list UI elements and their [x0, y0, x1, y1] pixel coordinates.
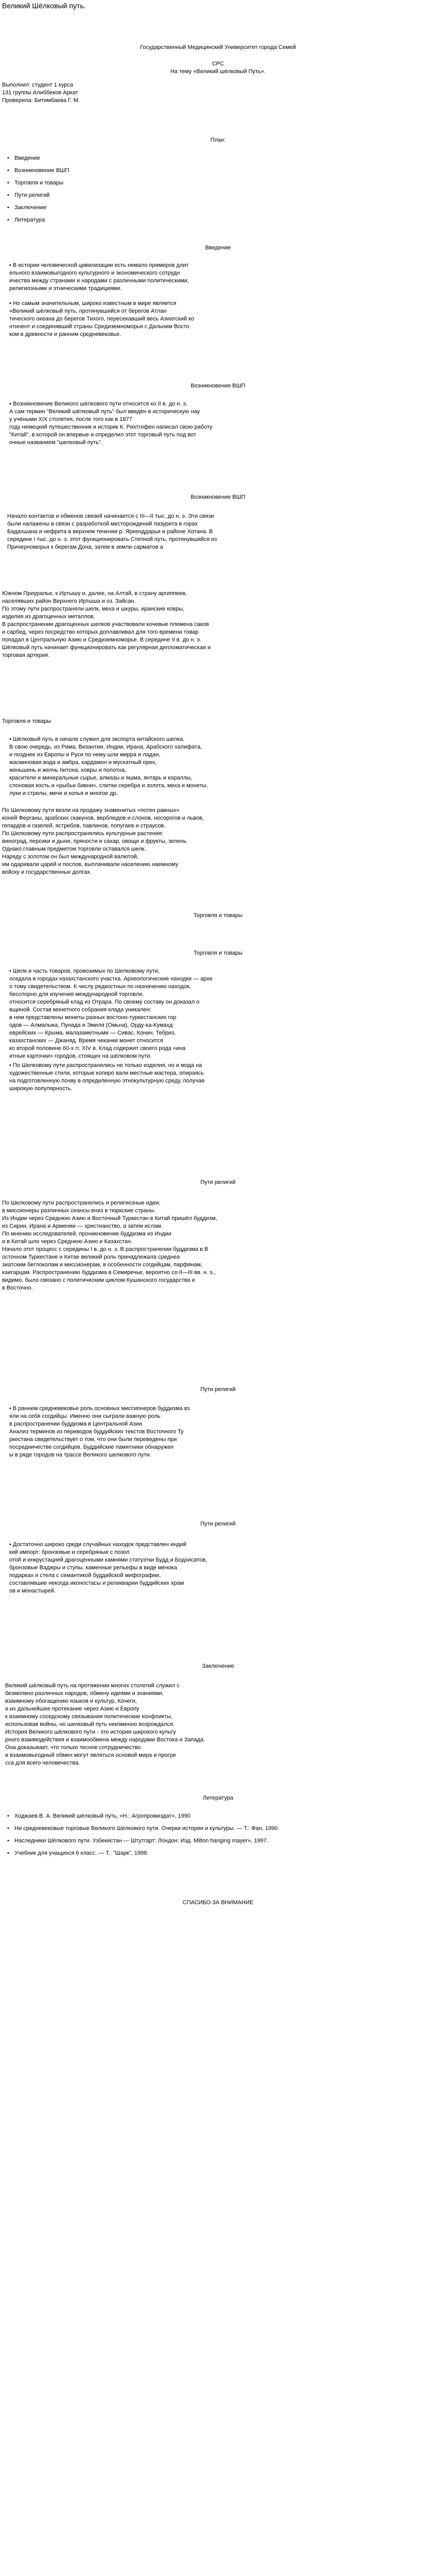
bullet-line: Анализ терминов из переводов буддийских текстов Восточного Ту [9, 1429, 184, 1435]
religion-title: Пути религий [200, 1521, 236, 1527]
literature-item: • Ходжаев В. А. Великий шёлковый путь, «Н.: Агропромиздат», 1990 [10, 1812, 436, 1820]
paragraph-line: каигарцам. Распространению буддизма в Семиречье, вероятно со II—III вв. н. э., [2, 1269, 216, 1276]
title-slide [0, 44, 436, 52]
paragraph-line: По мнению исследователей, проникновение буддизма из Индии [2, 1231, 171, 1237]
plan-slide [0, 137, 436, 144]
paragraph-line: По Шелковому пути везли на продажу знаменитых «потен равных» [2, 807, 180, 814]
paragraph-line: торговая артерия. [2, 652, 50, 658]
trade-title: Торговля и товары [193, 950, 243, 956]
origin-paragraph [7, 513, 436, 551]
bullet-line: религиозными и этническими традициями. [9, 285, 122, 292]
paragraph-line: и сарбед, через посредство которых доплавливал для того времени товар [2, 629, 199, 635]
paragraph-line: По Шелковому пути распространялись культурные растения: [2, 831, 164, 837]
trade-bullet [9, 736, 436, 798]
paragraph-line: Бадахшана и нефрита в верхнем течении р. Яркенддарьи и районе Хотана. В [7, 529, 213, 535]
bullet-line: ркестана свидетельствует о том, что они были переведены при [9, 1436, 177, 1443]
bullet-line: нтинент и соединявший страны Средиземноморья с Дальним Восто [9, 324, 189, 330]
paragraph-line: войску и государственных долгах. [2, 869, 92, 875]
paragraph-line: в Восточно. [2, 1285, 33, 1291]
conclusion-slide [0, 1663, 436, 1670]
religion-title: Пути религий [200, 1179, 236, 1185]
bullet-line: казахстанских — Джаняд. Время чеканки монет относится [9, 1038, 163, 1044]
bullet-line: отой и инкрустацией драгоценными камнями статуэтки Будд и Бодхисатов, [9, 1557, 207, 1563]
trade-title: Торговля и товары [2, 718, 51, 724]
literature-item: • Учебник для учащихся 6 класс. — Т.: "Шарк", 1998. [10, 1850, 436, 1857]
paragraph-line: сса для всего человечества. [5, 1760, 80, 1766]
bullet-line: на подготовленную почву в определенную этнокультурную среду, получая [9, 1078, 205, 1084]
bullet-line: • Шёлковый путь в начале служил для экспорта китайского шелка. [9, 736, 185, 742]
origin-slide-2 [0, 494, 436, 501]
bullet-line: одов — Алмалыка, Пунада и Эмиля (Омьна), Орду-ка-Кумахд [9, 1022, 173, 1028]
paragraph-line: из Сирии, Ирана и Армении — христианство, а затем ислам. [2, 1223, 163, 1229]
plan-list [0, 155, 436, 229]
paragraph-line: Великий шёлковый путь на протяжении многих столетий служил с [5, 1683, 180, 1689]
bullet-line: в распространении буддизма в Центральной Азии. [9, 1421, 144, 1427]
bullet-line: и позднее из Европы и Руси по нему шли мирра и ладан, [9, 752, 161, 758]
paragraph-line: рного взаимодействия и взаимообмена между народами Востока и Запада. [5, 1737, 205, 1743]
religion-title: Пути религий [200, 1386, 236, 1393]
paragraph-line: Однако главным предметом торговли оставался шелк. [2, 846, 146, 852]
origin-bullet [9, 400, 436, 447]
paragraph-line: Она доказывает, что только тесное сотрудничество [5, 1744, 141, 1751]
bullet-line: • Достаточно широко среди случайных находок представлен индий [9, 1541, 186, 1548]
paragraph-line: Начало контактов и обменов связей начинается с III—II тыс. до н. э. Эти связи [7, 513, 214, 519]
intro-bullet-2 [9, 300, 436, 338]
paragraph-line: середине I тыс. до н. э. этот функционировать Степной путь, протянувшийся из [7, 536, 217, 543]
plan-item: • Введение [10, 155, 436, 162]
paragraph-line: Наряду с золотом он был международной валютой, [2, 854, 138, 860]
bullet-line: ичества между странами и народами с различными политическими, [9, 278, 189, 284]
paragraph-line: Шёлковый путь начинает функционировать как регулярная дипломатическая и [2, 645, 211, 651]
origin-title: Возникновение ВШП [190, 383, 246, 389]
bullet-line: подарках и стела с семантикой буддийской мифографии, [9, 1572, 161, 1579]
plan-item: • Торговля и товары [10, 179, 436, 187]
religion-bullet [9, 1405, 436, 1459]
paragraph-line: гепардов и газелей, ястребов, павлинов, попугаев и страусов. [2, 823, 166, 829]
plan-item: • Возникновение ВШП [10, 167, 436, 175]
religion-slide-3 [0, 1520, 436, 1528]
author-line: 131 группы Алиббеков Аркат [2, 90, 78, 96]
trade-bullet-a [9, 968, 436, 1060]
plan-title: План: [210, 137, 226, 143]
bullet-line: ельного взаимовыгодного культурного и экономического сотрудн [9, 270, 180, 276]
bullet-line: еврейских — Крыма, малазаметными — Сивас, Конин, Тебриз, [9, 1030, 176, 1036]
origin-paragraph-2 [2, 590, 436, 659]
trade-slide-2 [0, 912, 436, 920]
literature-list [0, 1812, 436, 1862]
literature-title: Литература [202, 1795, 234, 1801]
bullet-line: у учёными XIX столетия, после того как в 1877 [9, 416, 132, 422]
paragraph-line: в миссионеры различных сеансы вниз в тюркские страны. [2, 1208, 156, 1214]
bullet-line: А сам термин "Великий шёлковый путь" был введён в историческую нау [9, 409, 200, 415]
bullet-line: ко второй половине 60-х гг. XIV в. Клад содержит своего рода «ина [9, 1045, 186, 1052]
intro-slide [0, 244, 436, 252]
thanks-slide [0, 1899, 436, 1907]
university-name: Государственный Медицинский Университет города Семей [140, 44, 296, 50]
bullet-line: слоновая кость и «рыбьи бивни», слитки серебра и золота, меха и монеты, [9, 783, 208, 789]
plan-item: • Заключение [10, 204, 436, 212]
bullet-line: ком в древности и ранним средневековье. [9, 331, 121, 337]
paragraph-line: виноград, персики и дыни, пряности и сахар, овощи и фрукты, зелень. [2, 838, 188, 844]
bullet-line: В свою очередь, из Рима, Византии, Индии, Ирана, Арабского халифата, [9, 744, 202, 750]
bullet-line: луки и стрелы, мечи и копья и многое др. [9, 790, 118, 796]
intro-title: Введение [205, 245, 231, 251]
bullet-line: относится серебряный клад из Отрара. По своему составу он доказал о [9, 999, 200, 1005]
bullet-line: очные названием "шелковый путь". [9, 439, 102, 446]
paragraph-line: История Великого шёлкового пути - это история широкого культу [5, 1729, 176, 1735]
document-title: Великий Шёлковый путь. [2, 2, 86, 10]
bullet-line: составлявшие некогда иконостасы и реликварии буддийских храм [9, 1580, 184, 1586]
literature-item: • Ни средневековые торговые Великого Шелкового пути. Очерки истории и культуры. — Т.: Фан, 1990. [10, 1825, 436, 1833]
trade-title: Торговля и товары [193, 912, 243, 919]
bullet-line: • В раннем средневековье роль основных миссионеров буддизма вз [9, 1405, 190, 1412]
literature-item: • Наследники Шёлкового пути. Узбекистан — Штутгарт: Лондон: Изд. Milton hanging mayer», 1997. [10, 1837, 436, 1845]
bullet-line: художественные стили, которые копиро вали местные мастера, опираясь [9, 1070, 204, 1076]
religion-slide-1 [0, 1179, 436, 1187]
paragraph-line: зиатским беглоколам и миссионерам, в особенности согдийцам, парфянам, [2, 1262, 203, 1268]
intro-bullet-1 [9, 262, 436, 293]
paragraph-line: Из Индии через Среднюю Азию и Восточный Туркестан в Китай пришёл буддизм, [2, 1215, 217, 1222]
bullet-line: бронзовые Ваджры и ступы, каменные рельефы в виде менока [9, 1565, 177, 1571]
trade-slide-1 [2, 718, 436, 725]
bullet-line: бесспорно для изучения международной торговли, [9, 991, 144, 997]
bullet-line: тического океана до берегов Тихого, пересекавший весь Азиатский ко [9, 316, 195, 322]
paragraph-line: и взаимовыгодный обмен могут являться основой мира и прогре [5, 1752, 176, 1758]
trade-paragraph [2, 807, 436, 876]
bullet-line: "Китай", в которой он впервые и определил этот торговый путь под вот [9, 432, 196, 438]
paragraph-line: Южном Приуралье, к Иртышу и, далее, на Алтай, в страну аргиппеев, [2, 590, 187, 597]
bullet-line: • Но самым значительным, широко известным в мире является [9, 300, 177, 307]
subject-label: СРС [212, 61, 224, 67]
plan-item: • Литература [10, 216, 436, 224]
bullet-line: женьшень и желчь питона, ковры и полотна, [9, 767, 127, 773]
bullet-line: • Возникновение Великого шёлкового пути относится ко II в. до н. э. [9, 401, 188, 407]
bullet-line: • В истории человеческой цивилизации есть немало примеров длит [9, 262, 189, 268]
religion-bullet [9, 1541, 436, 1595]
paragraph-line: к взаимному соседскому связывания политические конфликты, [5, 1714, 172, 1720]
bullet-line: широкую популярность. [9, 1086, 73, 1092]
trade-slide-3 [0, 950, 436, 957]
paragraph-line: коней Ферганы, арабских скакунов, верблюдов и слонов, носорогов и львов, [2, 815, 204, 821]
subject-block [0, 60, 436, 76]
bullet-line: • По Шелковому пути распространялись не только изделия, но и мода на [9, 1062, 202, 1069]
paragraph-line: попадал в Центральную Азию и Средиземноморье. В середине II в. до н. э. [2, 637, 202, 643]
religion-slide-2 [0, 1386, 436, 1394]
origin-slide-1 [0, 382, 436, 390]
paragraph-line: осточном Туркестане и Китае великий роль принадлежала среднеа [2, 1254, 180, 1260]
bullet-line: «Великий шёлковый путь, протянувшийся от берегов Атлан [9, 308, 167, 314]
paragraph-line: Начало этот процесс с середины I в. до н. э. В распространении буддизма в В [2, 1246, 208, 1252]
conclusion-title: Заключение [202, 1663, 234, 1669]
bullet-line: кий импорт: бронзовые и серебряные с позол [9, 1549, 130, 1555]
paragraph-line: взаимному обогащению языков и культур, Кочеги, [5, 1698, 137, 1704]
bullet-line: году немецкий путешественник и историк К. Рихтгофен написал свою работу [9, 424, 213, 430]
bullet-line: • Шелк и часть товаров, провозимых по Шелковому пути, [9, 968, 160, 974]
bullet-line: оседала в городах казахстанского участка. Археологические находки — архе [9, 976, 213, 982]
bullet-line: ы в ряде городов на трассе Великого шелкового пути. [9, 1452, 151, 1458]
paragraph-line: Причерноморья к берегам Дона, затем в земли сарматов а [7, 544, 163, 550]
paragraph-line: В распространении драгоценных шелков участвовали кочевые племена саков [2, 621, 209, 628]
literature-slide [0, 1794, 436, 1802]
bullet-line: вщиной. Состав монетного собрания клада уникален: [9, 1007, 151, 1013]
topic-label: На тему «Великий шёлковый Путь». [170, 69, 266, 75]
paragraph-line: видимо, было связано с политическим циклом Кушанского государства и [2, 1277, 195, 1283]
bullet-line: итные карточки» городов, стоящих на шёлковом пути. [9, 1053, 152, 1059]
bullet-line: красители и минеральные сырье, алмазы и яшма, янтарь и кораллы, [9, 775, 193, 781]
paragraph-line: По этому пути распространяли шелк, меха и шкуры, иранские ковры, [2, 606, 185, 612]
trade-bullet-b [9, 1062, 436, 1093]
paragraph-line: По Шелковому пути распространялись и религиозные идеи, [2, 1200, 161, 1206]
paragraph-line: использовав войны, но шелковый путь неизменно возрождался. [5, 1721, 175, 1727]
paragraph-line: изделия из драгоценных металлов. [2, 614, 95, 620]
author-line: Выполнил: студент 1 курса [2, 82, 73, 88]
paragraph-line: и в Китай шло через Среднюю Азию и Казахстан. [2, 1239, 132, 1245]
author-line: Проверила: Битимбаева Г. М. [2, 97, 80, 104]
conclusion-paragraph [5, 1682, 436, 1767]
bullet-line: жасминовая вода и амбра, кардамон и мускатный орех, [9, 759, 157, 766]
paragraph-line: и их дальнейшее протекание через Азию и Европу [5, 1706, 139, 1712]
bullet-line: в нем представлены монеты разных востоно-туркестанских гор [9, 1014, 177, 1021]
religion-paragraph [2, 1199, 436, 1292]
plan-item: • Пути религий [10, 192, 436, 199]
paragraph-line: им одаривали царей и послов, выплачивали населению наемному [2, 861, 179, 868]
bullet-line: ов и монастырей. [9, 1588, 56, 1594]
bullet-line: яли на себя согдийцы. Именно они сыграли важную роль [9, 1413, 161, 1419]
paragraph-line: безмолвно различных народов, обмену идеями и знаниями, [5, 1690, 164, 1697]
author-block [2, 81, 436, 105]
paragraph-line: были налажены в связи с разработкой месторождений лазурита в горах [7, 521, 198, 527]
bullet-line: посредничестве согдийцев. Буддийские памятники обнаружен [9, 1444, 174, 1450]
paragraph-line: населявших район Верхнего Иртыша и оз. Зайсан. [2, 598, 136, 604]
origin-title: Возникновение ВШП [190, 494, 246, 500]
bullet-line: о тому свидетельством. К числу редкостных по назначению находок, [9, 984, 191, 990]
thanks-text: СПАСИБО ЗА ВНИМАНИЕ [182, 1900, 254, 1906]
